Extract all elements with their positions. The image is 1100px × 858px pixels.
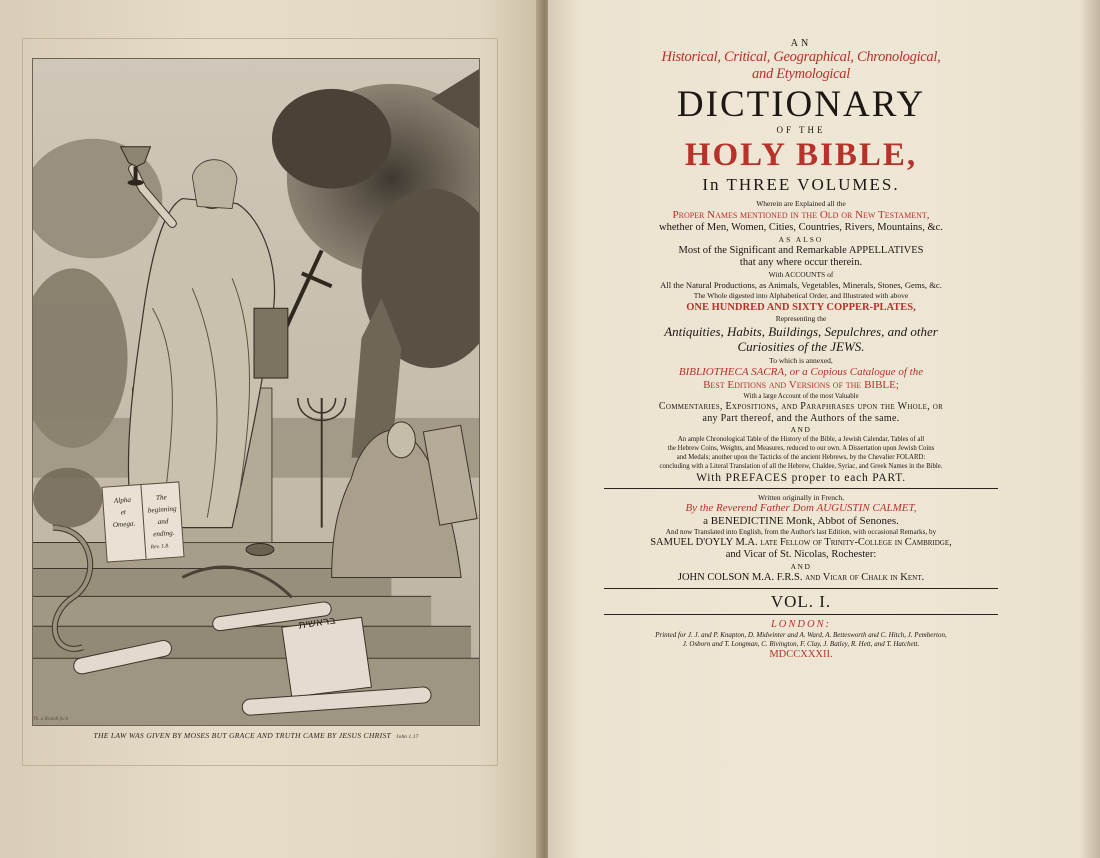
text-digested: The Whole digested into Alphabetical Order, and Illustrated with above	[693, 290, 909, 300]
text-commentaries-1: Commentaries, Expositions, and Paraphrases upon the Whole, or	[658, 400, 944, 412]
text-printed-2: J. Osborn and T. Longman, C. Rivington, F. Clay, J. Batley, R. Hett, and T. Hatchett.	[682, 640, 920, 648]
text-london: LONDON:	[770, 619, 832, 630]
text-that-any: that any where occur therein.	[739, 257, 863, 268]
text-doyly: SAMUEL D'OYLY M.A. late Fellow of Trinity-College in Cambridge,	[650, 536, 952, 548]
hebrew-scroll-text: בראשית	[297, 613, 337, 632]
text-year: MDCCXXXII.	[769, 649, 833, 660]
text-large-account: With a large Account of the most Valuable	[743, 392, 859, 400]
text-with-accounts: With ACCOUNTS of	[768, 269, 834, 279]
title-text-block	[604, 36, 998, 661]
text-prefaces: With PREFACES proper to each PART.	[696, 471, 906, 484]
book-text: Omega.	[112, 519, 136, 530]
book-text: et	[120, 508, 127, 517]
text-colson: JOHN COLSON M.A. F.R.S. and Vicar of Chalk in Kent.	[677, 571, 925, 583]
text-translated: And now Translated into English, from the Author's last Edition, with occasional Remarks, by	[665, 527, 937, 536]
text-and: AND	[790, 424, 812, 434]
text-proper-names: Proper Names mentioned in the Old or New Testament,	[672, 209, 930, 221]
title-page	[548, 0, 1100, 858]
engraver-signature: Th. a Brandt fecit	[33, 717, 69, 722]
text-natural-productions: All the Natural Productions, as Animals, Vegetables, Minerals, Stones, Gems, &c.	[660, 279, 942, 290]
text-bibliotheca-2: Best Editions and Versions of the BIBLE;	[703, 378, 899, 391]
open-book	[101, 481, 184, 562]
text-whether: whether of Men, Women, Cities, Countries, Rivers, Mountains, &c.	[659, 222, 943, 233]
text-annexed: To which is annexed,	[769, 355, 833, 365]
text-and-2: AND	[790, 561, 812, 571]
text-representing: Representing the	[775, 313, 827, 323]
book-right-page	[143, 490, 182, 540]
text-most-of: Most of the Significant and Remarkable APPELLATIVES	[678, 244, 924, 256]
book-text: and	[157, 517, 169, 526]
text-vicar: and Vicar of St. Nicolas, Rochester:	[725, 549, 877, 560]
text-as-also: AS ALSO	[778, 234, 824, 244]
subtitle-line-2: and Etymological	[752, 66, 850, 82]
frontispiece-page	[0, 0, 545, 858]
title-holy-bible: HOLY BIBLE,	[684, 137, 918, 173]
book-text: ending.	[152, 528, 175, 539]
text-by-father: By the Reverend Father Dom AUGUSTIN CALMET,	[685, 501, 917, 514]
text-written: Written originally in French,	[758, 492, 844, 502]
text-chrono-1: An ample Chronological Table of the History of the Bible, a Jewish Calendar, Tables of all	[677, 435, 925, 443]
caption-reference: John 1.17	[396, 735, 419, 740]
title-an: AN	[790, 38, 812, 49]
frontispiece-engraving	[32, 58, 480, 726]
text-chrono-4: concluding with a Literal Translation of all the Hebrew, Chaldee, Syriac, and Greek Names in the Bible.	[659, 462, 943, 470]
title-of-the: OF THE	[776, 125, 826, 135]
engraving-illustration	[33, 59, 479, 725]
caption-text: THE LAW WAS GIVEN BY MOSES BUT GRACE AND TRUTH CAME BY JESUS CHRIST	[93, 731, 391, 740]
subtitle-line-1: Historical, Critical, Geographical, Chronological,	[661, 49, 941, 65]
text-commentaries-2: any Part thereof, and the Authors of the same.	[702, 412, 900, 424]
text-chrono-3: and Medals; another upon the Tacticks of the ancient Hebrews, by the Chevalier FOLARD:	[676, 453, 926, 461]
plate-caption	[32, 731, 480, 740]
text-volume: VOL. I.	[770, 592, 832, 611]
book-text: beginning	[147, 504, 177, 515]
text-antiquities-2: Curiosities of the JEWS.	[737, 338, 865, 354]
book-text: The	[155, 493, 168, 503]
book-reference: Rev. 1.8.	[150, 543, 170, 551]
text-benedictine: a BENEDICTINE Monk, Abbot of Senones.	[703, 514, 899, 527]
title-dictionary: DICTIONARY	[676, 84, 926, 125]
title-three-volumes: In THREE VOLUMES.	[702, 175, 900, 194]
text-printed-1: Printed for J. J. and P. Knapton, D. Midwinter and A. Ward, A. Bettesworth and C. Hitch, J. Pemberton,	[655, 631, 947, 639]
book-text: Alpha	[113, 495, 132, 505]
text-chrono-2: the Hebrew Coins, Weights, and Measures, reduced to our own. A Dissertation upon Jewish Coins	[667, 444, 935, 452]
text-bibliotheca-1: BIBLIOTHECA SACRA, or a Copious Catalogue of the	[678, 365, 924, 378]
text-antiquities-1: Antiquities, Habits, Buildings, Sepulchres, and other	[664, 323, 938, 339]
text-copper-plates: ONE HUNDRED AND SIXTY COPPER-PLATES,	[686, 301, 916, 313]
book-left-page	[104, 493, 142, 531]
text-wherein: Wherein are Explained all the	[756, 199, 846, 208]
